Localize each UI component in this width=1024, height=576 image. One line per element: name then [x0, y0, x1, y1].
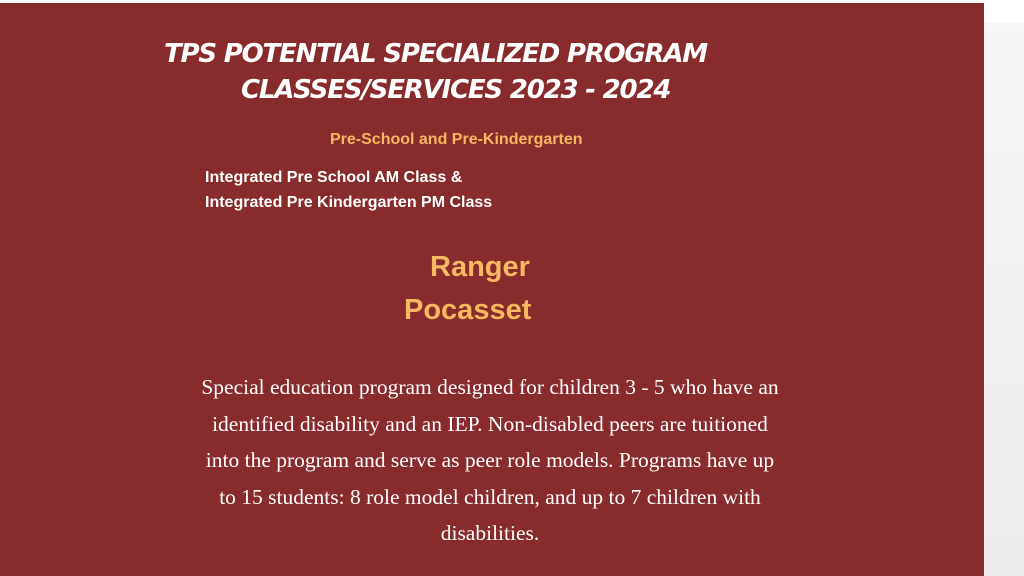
school-ranger: Ranger: [430, 251, 530, 283]
school-pocasset: Pocasset: [404, 294, 532, 326]
slide-title-line-2: CLASSES/SERVICES 2023 - 2024: [241, 75, 671, 105]
side-panel-top: [984, 0, 1024, 22]
class-item-am: Integrated Pre School AM Class &: [205, 169, 463, 186]
slide-title-line-1: TPS POTENTIAL SPECIALIZED PROGRAM: [164, 39, 707, 69]
class-item-pm: Integrated Pre Kindergarten PM Class: [205, 194, 493, 211]
slide: [0, 3, 984, 576]
slide-subtitle: Pre-School and Pre-Kindergarten: [330, 131, 583, 148]
side-panel: [984, 0, 1024, 576]
program-description: Special education program designed for children 3 - 5 who have an identified disability and an IEP. Non-disabled peers are tuitioned into the program and serve as peer role models. Programs have up to 15 students: 8 role model children, and up to 7 children with disabilities.: [201, 375, 779, 545]
class-list: [205, 165, 492, 215]
